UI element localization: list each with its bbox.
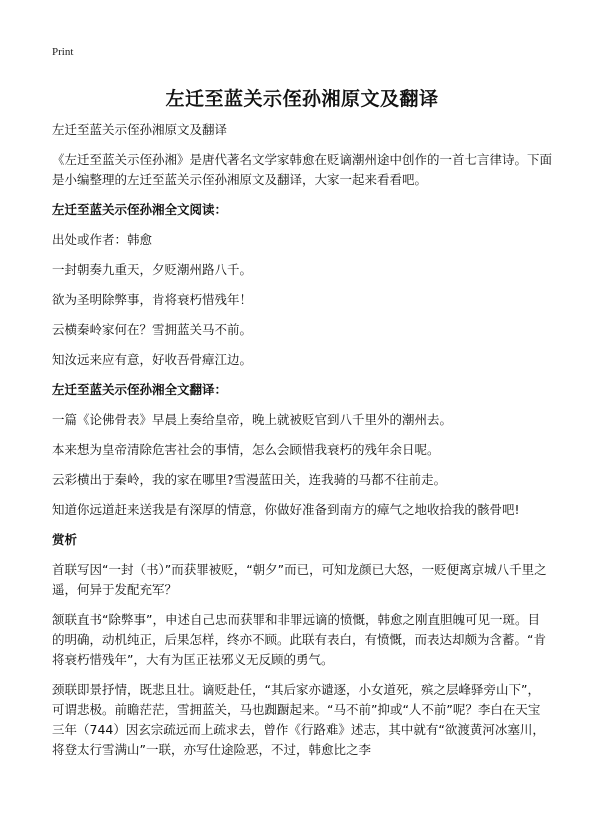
poem-line: 知汝远来应有意，好收吾骨瘴江边。 [52,352,253,367]
poem-line: 云横秦岭家何在？雪拥蓝关马不前。 [52,322,253,337]
translation-line: 一篇《论佛骨表》早晨上奏给皇帝，晚上就被贬官到八千里外的潮州去。 [52,412,453,427]
translation-heading: 左迁至蓝关示侄孙湘全文翻译： [52,382,228,397]
poem-line: 欲为圣明除弊事，肯将衰朽惜残年！ [52,292,253,307]
appreciation-paragraph: 颔联直书“除弊事”，申述自己忠而获罪和非罪远谪的愤慨，韩愈之刚直胆魄可见一斑。目的明确，动机纯正，后果怎样，终亦不顾。此联有表白，有愤慨，而表达却颇为含蓄。“肯将衰朽惜残年”，大有为匡正祛邪义无反顾的勇气。 [52,612,546,667]
print-link[interactable]: Print [52,46,74,58]
intro-paragraph: 《左迁至蓝关示侄孙湘》是唐代著名文学家韩愈在贬谪潮州途中创作的一首七言律诗。下面是小编整理的左迁至蓝关示侄孙湘原文及翻译，大家一起来看看吧。 [52,152,553,187]
article-body [52,120,552,770]
translation-line: 云彩横出于秦岭，我的家在哪里?雪漫蓝田关，连我骑的马都不往前走。 [52,472,447,487]
page-title: 左迁至蓝关示侄孙湘原文及翻译 [165,88,439,110]
original-heading: 左迁至蓝关示侄孙湘全文阅读： [52,202,228,217]
appreciation-heading: 赏析 [52,532,78,547]
source-line: 出处或作者：韩愈 [52,232,153,247]
poem-line: 一封朝奏九重天，夕贬潮州路八千。 [52,262,253,277]
translation-line: 本来想为皇帝清除危害社会的事情，怎么会顾惜我衰朽的残年余日呢。 [52,442,440,457]
appreciation-paragraph: 首联写因“一封（书）”而获罪被贬，“朝夕”而已，可知龙颜已大怒，一贬便离京城八千里之遥，何异于发配充军？ [52,562,547,597]
translation-line: 知道你远道赶来送我是有深厚的情意，你做好准备到南方的瘴气之地收拾我的骸骨吧! [52,502,520,517]
appreciation-paragraph: 颈联即景抒情，既悲且壮。谪贬赴任，“其后家亦谴逐，小女道死，殡之层峰驿旁山下”，可谓悲极。前瞻茫茫，雪拥蓝关，马也踟蹰起来。“马不前”抑或“人不前”呢？李白在天宝三年（744）因玄宗疏远而上疏求去，曾作《行路难》述志，其中就有“欲渡黄河冰塞川，将登太行雪满山”一联，亦写仕途险恶，不过，韩愈比之李 [52,682,545,757]
subtitle: 左迁至蓝关示侄孙湘原文及翻译 [52,122,228,137]
